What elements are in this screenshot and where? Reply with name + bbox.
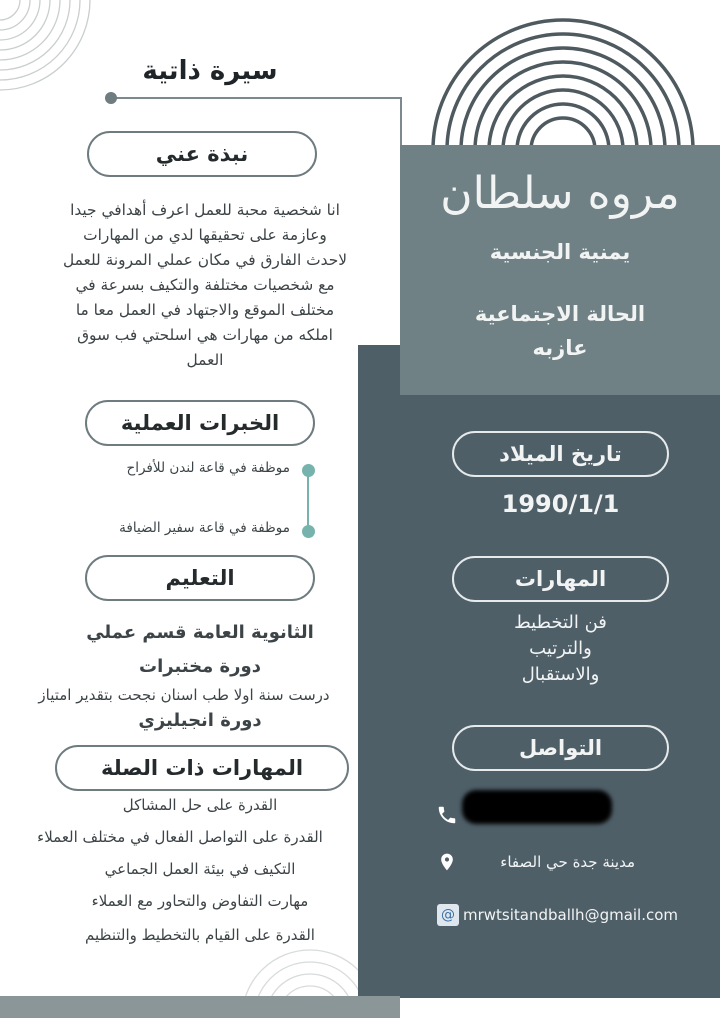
experience-heading (85, 400, 315, 446)
about-line: وعازمة على تحقيقها لدي من المهارات (83, 226, 327, 244)
decorative-arcs-top-left (0, 0, 110, 110)
skill-line: والترتيب (529, 638, 592, 659)
location-pin-icon (437, 850, 457, 874)
about-line: انا شخصية محبة للعمل اعرف أهدافي جيدا (70, 201, 340, 219)
related-skill-item: مهارت التفاوض والتحاور مع العملاء (91, 892, 309, 910)
page-title: سيرة ذاتية (142, 56, 278, 86)
related-skill-item: القدرة على حل المشاكل (122, 796, 278, 814)
title-connector-dot (105, 92, 117, 104)
skill-line: فن التخطيط (514, 612, 607, 633)
decorative-arcs-top (418, 0, 708, 150)
title-connector-line (110, 97, 402, 99)
about-text (20, 198, 390, 373)
education-item: دورة انجيليزي (138, 710, 262, 731)
about-line: املكه من مهارات هي اسلحتي فب سوق (77, 326, 333, 344)
education-item: دورة مختبرات (139, 656, 261, 677)
education-item: درست سنة اولا طب اسنان نجحت بتقدير امتياز (38, 686, 330, 704)
experience-item: موظفة في قاعة سفير الضيافة (119, 520, 290, 536)
about-line: مختلف الموقع والاجتهاد في العمل معا ما (75, 301, 335, 319)
about-heading-label: نبذة عني (155, 142, 249, 166)
bottom-strip (0, 996, 400, 1018)
education-item: الثانوية العامة قسم عملي (86, 622, 314, 643)
skill-line: والاستقبال (521, 664, 600, 685)
related-skill-item: التكيف في بيئة العمل الجماعي (104, 860, 296, 878)
address: مدينة جدة حي الصفاء (500, 853, 635, 871)
email-icon: @ (437, 904, 459, 926)
related-skills-heading-label: المهارات ذات الصلة (100, 756, 304, 780)
related-skill-item: القدرة على التواصل الفعال في مختلف العملاء (37, 828, 323, 846)
education-heading-label: التعليم (165, 566, 235, 590)
experience-heading-label: الخبرات العملية (120, 411, 280, 435)
about-heading (87, 131, 317, 177)
about-line: العمل (186, 351, 224, 369)
education-heading (85, 555, 315, 601)
timeline-line (307, 470, 309, 530)
birth-heading (452, 431, 669, 477)
redacted-phone-number (462, 790, 612, 824)
about-line: لاحدث الفارق في مكان عملي المرونة للعمل (62, 251, 348, 269)
marital-status-value: عازبه (532, 336, 588, 360)
birth-heading-label: تاريخ الميلاد (499, 442, 622, 466)
related-skill-item: القدرة على القيام بالتخطيط والتنظيم (85, 926, 315, 944)
skills-heading (452, 556, 669, 602)
phone-icon (436, 804, 458, 826)
experience-item: موظفة في قاعة لندن للأفراح (126, 460, 290, 476)
about-line: مع شخصيات مختلفة والتكيف بسرعة في (75, 276, 335, 294)
contact-heading (452, 725, 669, 771)
marital-status-label: الحالة الاجتماعية (474, 302, 646, 326)
nationality: يمنية الجنسية (489, 240, 631, 264)
timeline-dot (302, 525, 315, 538)
contact-heading-label: التواصل (518, 736, 603, 760)
email-address[interactable]: mrwtsitandballh@gmail.com (463, 906, 679, 924)
birth-date: 1990/1/1 (501, 490, 620, 518)
skills-heading-label: المهارات (514, 567, 607, 591)
skills-list (452, 610, 669, 688)
title-connector-line-vertical (400, 97, 402, 145)
related-skills-heading (55, 745, 349, 791)
person-name: مروه سلطان (440, 168, 680, 219)
